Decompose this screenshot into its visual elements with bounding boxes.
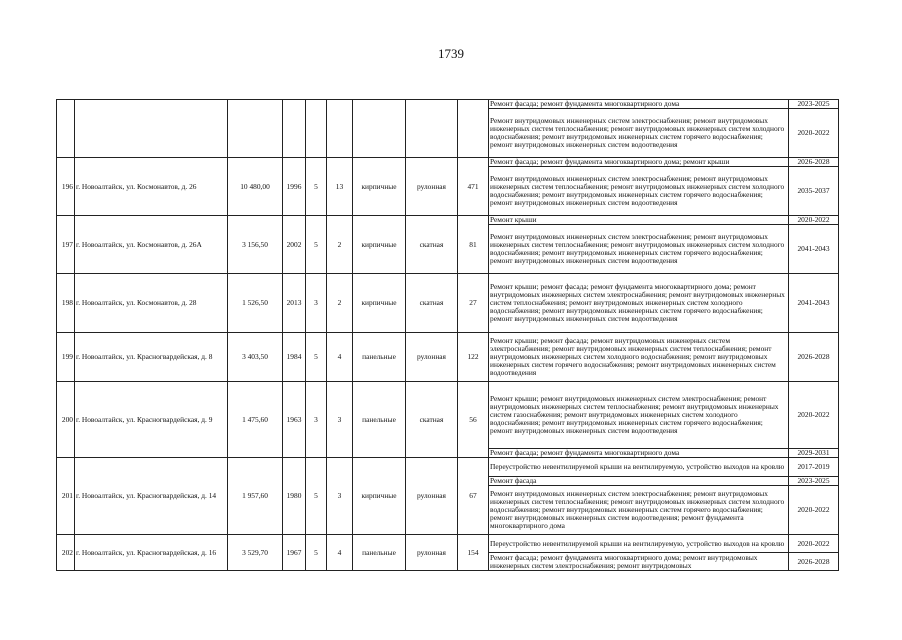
work-cell xyxy=(489,477,789,486)
empty-cell xyxy=(327,100,353,158)
work-description: Ремонт фасада; ремонт фундамента многоквартирного дома xyxy=(490,99,680,108)
empty-cell xyxy=(283,100,306,158)
building-wall-material: панельные xyxy=(353,535,406,571)
building-number: 200 xyxy=(57,382,75,458)
building-floors: 3 xyxy=(306,382,327,458)
building-area: 3 156,50 xyxy=(228,216,283,274)
building-roof-type: рулонная xyxy=(406,535,458,571)
work-cell xyxy=(489,225,789,274)
work-cell xyxy=(489,167,789,216)
building-entrances: 2 xyxy=(327,274,353,333)
empty-cell xyxy=(458,100,489,158)
building-wall-material: кирпичные xyxy=(353,274,406,333)
building-wall-material: кирпичные xyxy=(353,216,406,274)
building-number: 196 xyxy=(57,158,75,216)
work-cell xyxy=(489,449,789,458)
work-description: Переустройство невентилируемой крыши на вентилируемую, устройство выходов на кровлю xyxy=(490,538,785,548)
building-year: 1967 xyxy=(283,535,306,571)
work-description: Ремонт внутридомовых инженерных систем электроснабжения; ремонт внутридомовых инженерных систем теплоснабжения; ремонт внутридомовых инженерных систем холодного водоснабжения; ремонт внутридомовых инженерных систем горячего водоснабжения; ремонт внутридомовых инженерных систем водоотведения; ремонт фундамента многоквартирного дома xyxy=(490,489,785,530)
work-cell xyxy=(489,333,789,382)
work-description: Ремонт крыши xyxy=(490,215,537,224)
empty-cell xyxy=(75,100,228,158)
building-wall-material: панельные xyxy=(353,333,406,382)
table-row xyxy=(57,333,839,382)
work-cell xyxy=(489,274,789,333)
building-entrances: 3 xyxy=(327,458,353,535)
empty-cell xyxy=(228,100,283,158)
work-period: 2035-2037 xyxy=(789,167,839,216)
table-row xyxy=(57,158,839,167)
building-area: 3 403,50 xyxy=(228,333,283,382)
work-description: Переустройство невентилируемой крыши на вентилируемую, устройство выходов на кровлю xyxy=(490,462,785,471)
work-description: Ремонт фасада; ремонт фундамента многоквартирного дома; ремонт внутридомовых инженерных систем электроснабжения; ремонт внутридомовых xyxy=(490,552,758,570)
work-period: 2020-2022 xyxy=(789,216,839,225)
building-roof-type: скатная xyxy=(406,216,458,274)
building-address: г. Новоалтайск, ул. Космонавтов, д. 28 xyxy=(75,274,228,333)
building-address: г. Новоалтайск, ул. Красногвардейская, д. 14 xyxy=(75,458,228,535)
building-residents: 67 xyxy=(458,458,489,535)
building-roof-type: скатная xyxy=(406,382,458,458)
building-year: 1963 xyxy=(283,382,306,458)
building-residents: 471 xyxy=(458,158,489,216)
work-period: 2026-2028 xyxy=(789,333,839,382)
work-cell xyxy=(489,382,789,449)
table-body xyxy=(57,100,839,571)
work-description: Ремонт внутридомовых инженерных систем электроснабжения; ремонт внутридомовых инженерных систем теплоснабжения; ремонт внутридомовых инженерных систем холодного водоснабжения; ремонт внутридомовых инженерных систем горячего водоснабжения; ремонт внутридомовых инженерных систем водоотведения xyxy=(490,116,785,149)
work-description: Ремонт крыши; ремонт фасада; ремонт фундамента многоквартирного дома; ремонт внутридомовых инженерных систем электроснабжения; ремонт внутридомовых инженерных систем теплоснабжения; ремонт внутридомовых инженерных систем холодного водоснабжения; ремонт внутридомовых инженерных систем горячего водоснабжения; ремонт внутридомовых инженерных систем водоотведения xyxy=(490,282,785,323)
building-entrances: 3 xyxy=(327,382,353,458)
work-period: 2026-2028 xyxy=(789,158,839,167)
building-area: 1 475,60 xyxy=(228,382,283,458)
empty-cell xyxy=(406,100,458,158)
building-residents: 56 xyxy=(458,382,489,458)
building-number: 201 xyxy=(57,458,75,535)
work-cell xyxy=(489,486,789,535)
building-floors: 5 xyxy=(306,458,327,535)
table-row xyxy=(57,216,839,225)
table-row xyxy=(57,274,839,333)
building-address: г. Новоалтайск, ул. Космонавтов, д. 26 xyxy=(75,158,228,216)
work-period: 2020-2022 xyxy=(789,382,839,449)
building-roof-type: рулонная xyxy=(406,158,458,216)
building-wall-material: кирпичные xyxy=(353,458,406,535)
building-residents: 27 xyxy=(458,274,489,333)
building-wall-material: панельные xyxy=(353,382,406,458)
building-residents: 81 xyxy=(458,216,489,274)
building-entrances: 2 xyxy=(327,216,353,274)
building-floors: 5 xyxy=(306,333,327,382)
building-year: 1980 xyxy=(283,458,306,535)
work-cell xyxy=(489,109,789,158)
building-floors: 5 xyxy=(306,535,327,571)
work-description: Ремонт крыши; ремонт внутридомовых инженерных систем электроснабжения; ремонт внутридомовых инженерных систем теплоснабжения; ремонт внутридомовых инженерных систем газоснабжения; ремонт внутридомовых инженерных систем холодного водоснабжения; ремонт внутридомовых инженерных систем горячего водоснабжения; ремонт внутридомовых инженерных систем водоотведения xyxy=(490,394,779,435)
building-floors: 5 xyxy=(306,216,327,274)
work-period: 2020-2022 xyxy=(789,486,839,535)
building-area: 1 526,50 xyxy=(228,274,283,333)
table-row xyxy=(57,535,839,553)
empty-cell xyxy=(306,100,327,158)
building-entrances: 4 xyxy=(327,535,353,571)
building-entrances: 13 xyxy=(327,158,353,216)
work-cell xyxy=(489,158,789,167)
work-description: Ремонт фасада xyxy=(490,476,537,485)
empty-cell xyxy=(57,100,75,158)
work-description: Ремонт крыши; ремонт фасада; ремонт внутридомовых инженерных систем электроснабжения; ремонт внутридомовых инженерных систем теплоснабжения; ремонт внутридомовых инженерных систем холодного водоснабжения; ремонт внутридомовых инженерных систем горячего водоснабжения; ремонт внутридомовых инженерных систем водоотведения xyxy=(490,336,776,377)
building-area: 1 957,60 xyxy=(228,458,283,535)
building-area: 3 529,70 xyxy=(228,535,283,571)
building-residents: 154 xyxy=(458,535,489,571)
table-row xyxy=(57,458,839,477)
work-cell xyxy=(489,535,789,553)
building-roof-type: скатная xyxy=(406,274,458,333)
building-address: г. Новоалтайск, ул. Красногвардейская, д. 16 xyxy=(75,535,228,571)
building-address: г. Новоалтайск, ул. Космонавтов, д. 26А xyxy=(75,216,228,274)
work-period: 2023-2025 xyxy=(789,477,839,486)
building-roof-type: рулонная xyxy=(406,333,458,382)
work-description: Ремонт внутридомовых инженерных систем электроснабжения; ремонт внутридомовых инженерных систем теплоснабжения; ремонт внутридомовых инженерных систем холодного водоснабжения; ремонт внутридомовых инженерных систем горячего водоснабжения; ремонт внутридомовых инженерных систем водоотведения xyxy=(490,174,785,207)
work-cell xyxy=(489,458,789,477)
building-floors: 3 xyxy=(306,274,327,333)
building-area: 10 480,00 xyxy=(228,158,283,216)
work-period: 2017-2019 xyxy=(789,458,839,477)
building-residents: 122 xyxy=(458,333,489,382)
capital-repair-table xyxy=(56,99,839,571)
table-row xyxy=(57,382,839,449)
work-cell xyxy=(489,100,789,109)
work-period: 2023-2025 xyxy=(789,100,839,109)
building-number: 199 xyxy=(57,333,75,382)
building-year: 1984 xyxy=(283,333,306,382)
work-period: 2041-2043 xyxy=(789,225,839,274)
work-cell xyxy=(489,216,789,225)
work-period: 2020-2022 xyxy=(789,109,839,158)
table-row xyxy=(57,100,839,109)
work-period: 2041-2043 xyxy=(789,274,839,333)
work-description: Ремонт фасада; ремонт фундамента многоквартирного дома xyxy=(490,448,680,457)
building-year: 1996 xyxy=(283,158,306,216)
building-address: г. Новоалтайск, ул. Красногвардейская, д. 9 xyxy=(75,382,228,458)
work-period: 2029-2031 xyxy=(789,449,839,458)
work-description: Ремонт фасада; ремонт фундамента многоквартирного дома; ремонт крыши xyxy=(490,157,730,166)
building-number: 202 xyxy=(57,535,75,571)
work-period: 2026-2028 xyxy=(789,553,839,571)
building-entrances: 4 xyxy=(327,333,353,382)
building-number: 197 xyxy=(57,216,75,274)
building-roof-type: рулонная xyxy=(406,458,458,535)
building-year: 2013 xyxy=(283,274,306,333)
work-description: Ремонт внутридомовых инженерных систем электроснабжения; ремонт внутридомовых инженерных систем теплоснабжения; ремонт внутридомовых инженерных систем холодного водоснабжения; ремонт внутридомовых инженерных систем горячего водоснабжения; ремонт внутридомовых инженерных систем водоотведения xyxy=(490,232,785,265)
building-wall-material: кирпичные xyxy=(353,158,406,216)
page-number: 1739 xyxy=(438,46,464,61)
building-number: 198 xyxy=(57,274,75,333)
empty-cell xyxy=(353,100,406,158)
work-cell xyxy=(489,553,789,571)
building-floors: 5 xyxy=(306,158,327,216)
building-address: г. Новоалтайск, ул. Красногвардейская, д. 8 xyxy=(75,333,228,382)
work-period: 2020-2022 xyxy=(789,535,839,553)
building-year: 2002 xyxy=(283,216,306,274)
